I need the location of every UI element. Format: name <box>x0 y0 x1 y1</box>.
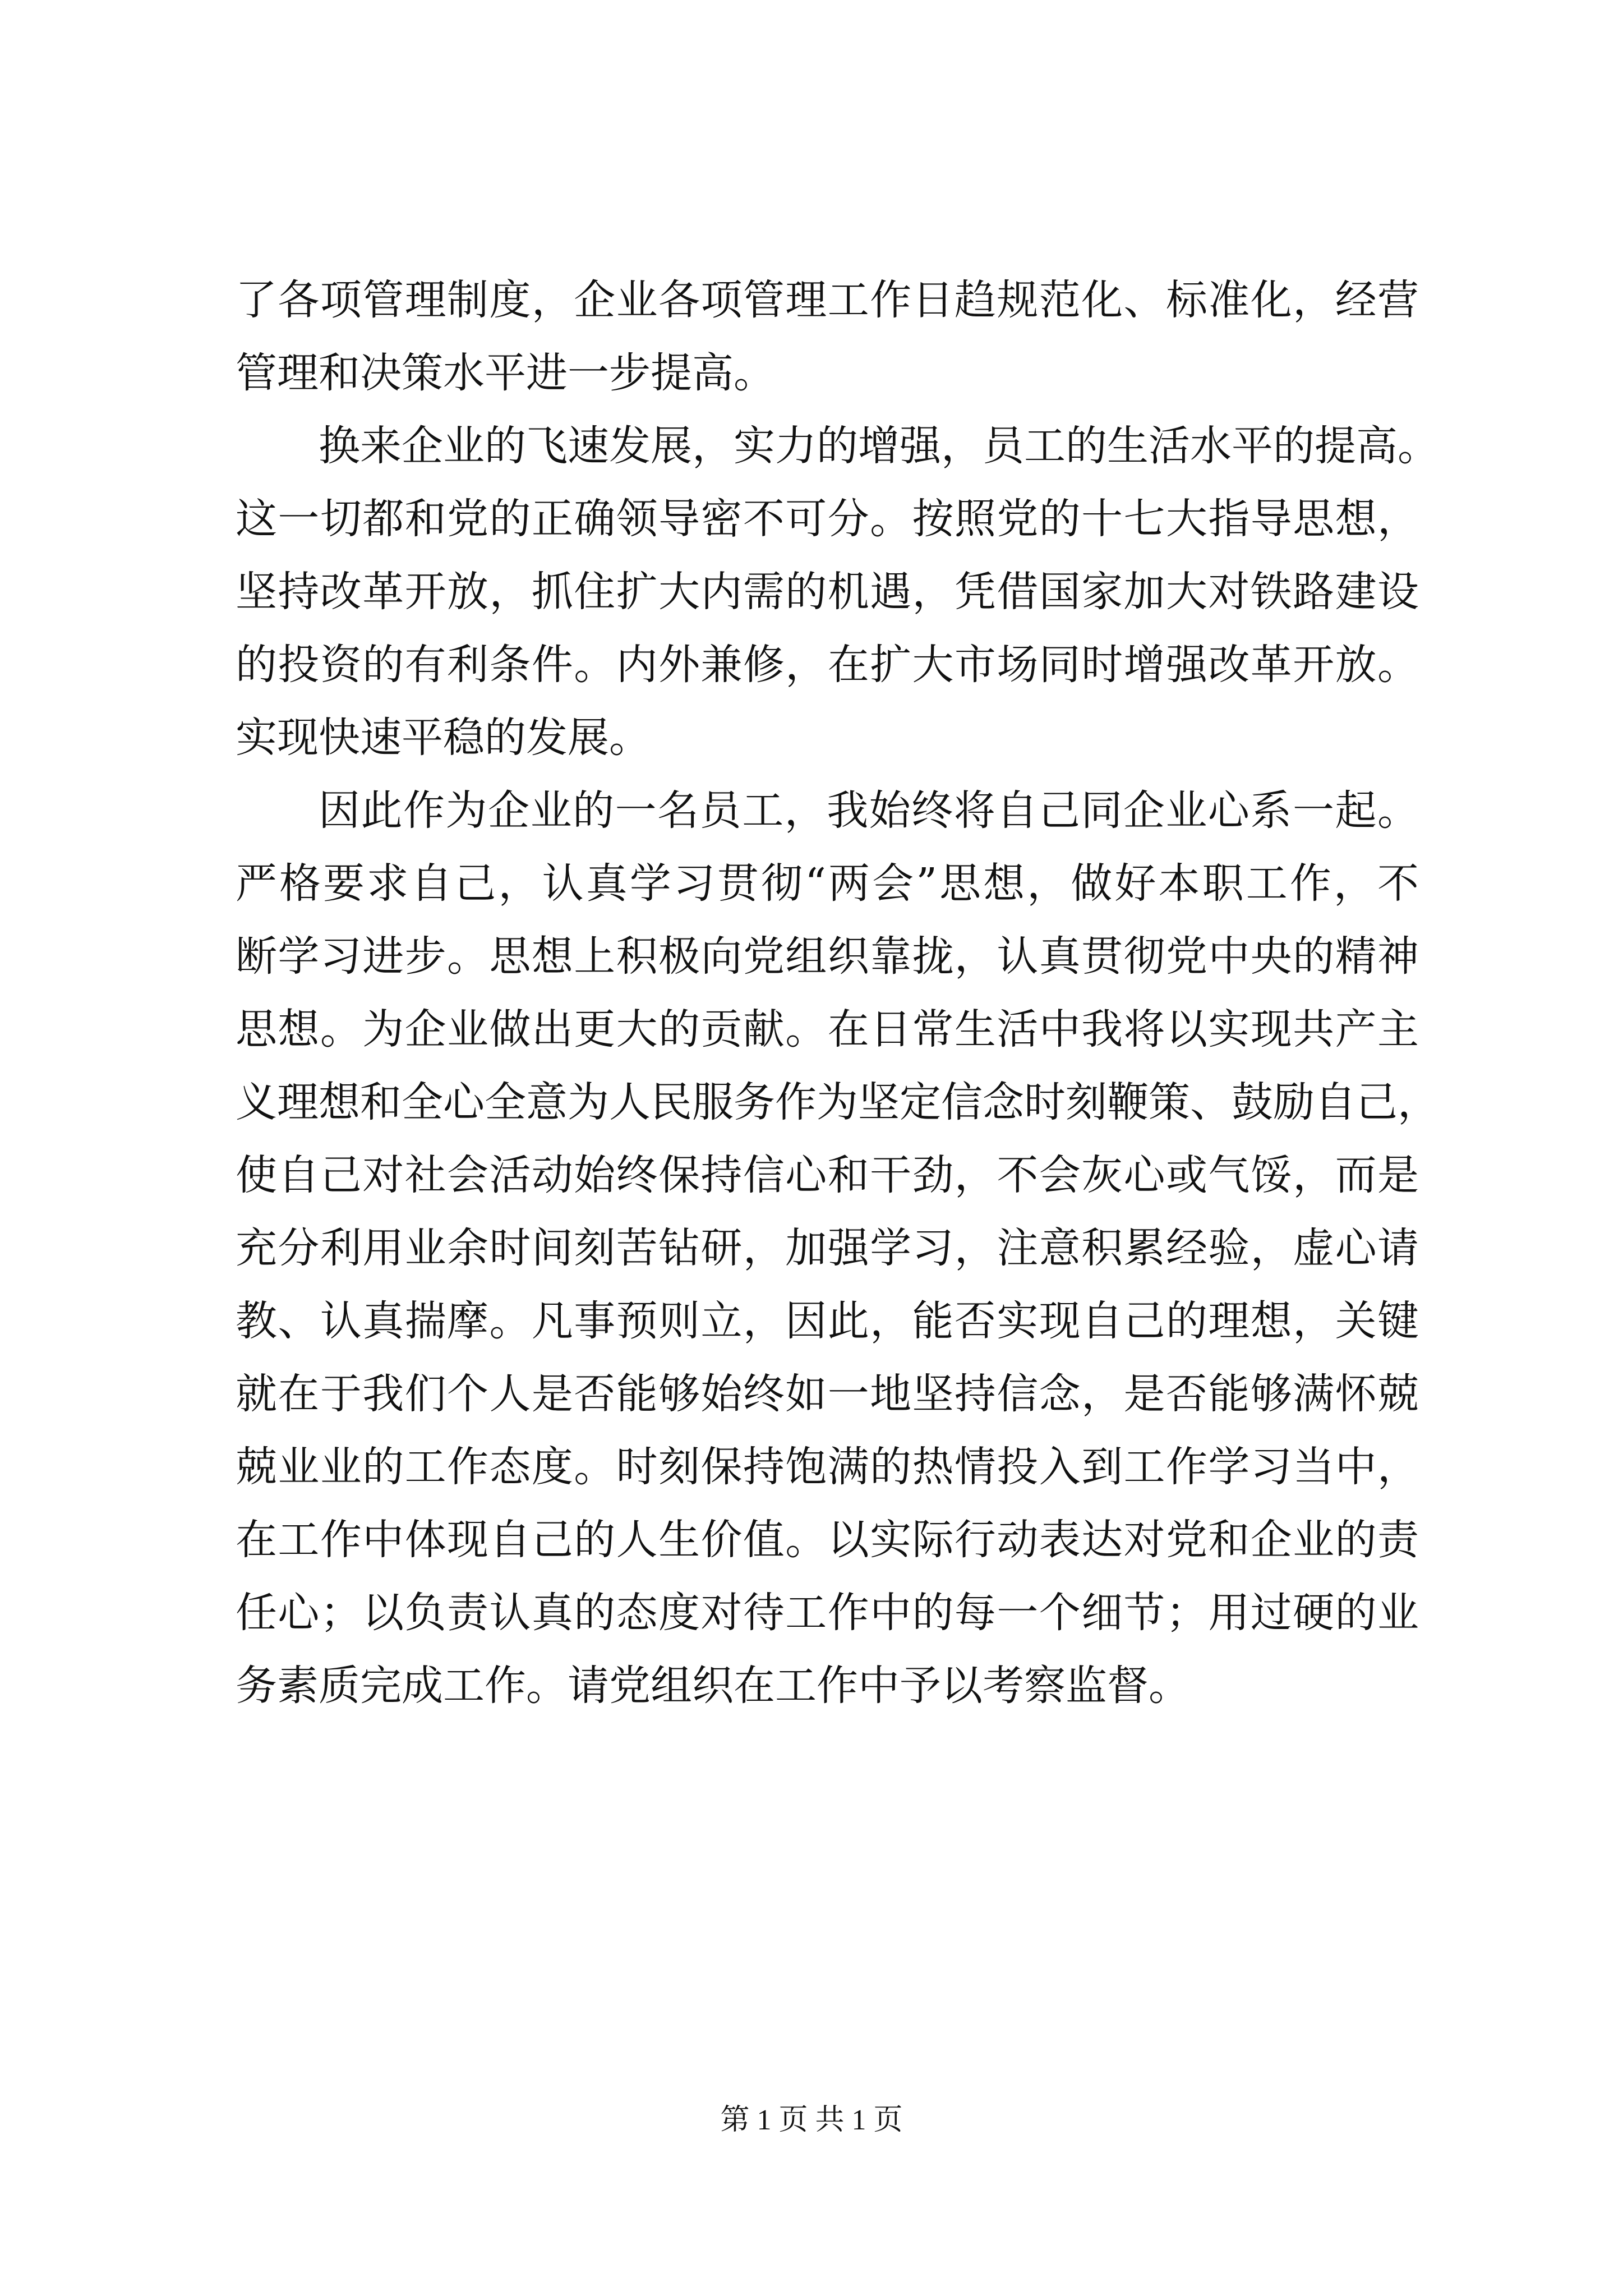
text-line-10: 断学习进步。思想上积极向党组织靠拢，认真贯彻党中央的精神 <box>236 932 1419 981</box>
text-line-13: 使自己对社会活动始终保持信心和干劲，不会灰心或气馁，而是 <box>236 1151 1419 1199</box>
text-line-5: 坚持改革开放，抓住扩大内需的机遇，凭借国家加大对铁路建设 <box>236 568 1419 616</box>
text-line-7: 实现快速平稳的发展。 <box>236 714 651 762</box>
text-line-1: 了各项管理制度，企业各项管理工作日趋规范化、标准化，经营 <box>236 276 1419 324</box>
text-line-15: 教、认真揣摩。凡事预则立，因此，能否实现自己的理想，关键 <box>236 1297 1419 1345</box>
text-line-12: 义理想和全心全意为人民服务作为坚定信念时刻鞭策、鼓励自己， <box>236 1078 1439 1126</box>
text-line-9: 严格要求自己，认真学习贯彻“两会”思想，做好本职工作，不 <box>236 859 1419 908</box>
text-line-14: 充分利用业余时间刻苦钻研，加强学习，注意积累经验，虚心请 <box>236 1224 1419 1272</box>
text-line-3: 换来企业的飞速发展，实力的增强，员工的生活水平的提高。 <box>319 422 1439 470</box>
text-line-16: 就在于我们个人是否能够始终如一地坚持信念，是否能够满怀兢 <box>236 1370 1419 1418</box>
text-line-4: 这一切都和党的正确领导密不可分。按照党的十七大指导思想， <box>236 495 1419 543</box>
text-line-11: 思想。为企业做出更大的贡献。在日常生活中我将以实现共产主 <box>236 1005 1419 1053</box>
text-line-2: 管理和决策水平进一步提高。 <box>236 349 775 397</box>
text-line-19: 任心；以负责认真的态度对待工作中的每一个细节；用过硬的业 <box>236 1589 1419 1637</box>
text-line-8: 因此作为企业的一名员工，我始终将自己同企业心系一起。 <box>319 786 1419 835</box>
text-line-20: 务素质完成工作。请党组织在工作中予以考察监督。 <box>236 1662 1190 1710</box>
text-line-17: 兢业业的工作态度。时刻保持饱满的热情投入到工作学习当中， <box>236 1443 1419 1491</box>
text-line-18: 在工作中体现自己的人生价值。以实际行动表达对党和企业的责 <box>236 1516 1419 1564</box>
page-number-footer: 第 1 页 共 1 页 <box>720 2104 903 2136</box>
body-text <box>236 264 1439 1722</box>
text-line-6: 的投资的有利条件。内外兼修，在扩大市场同时增强改革开放。 <box>236 641 1419 689</box>
